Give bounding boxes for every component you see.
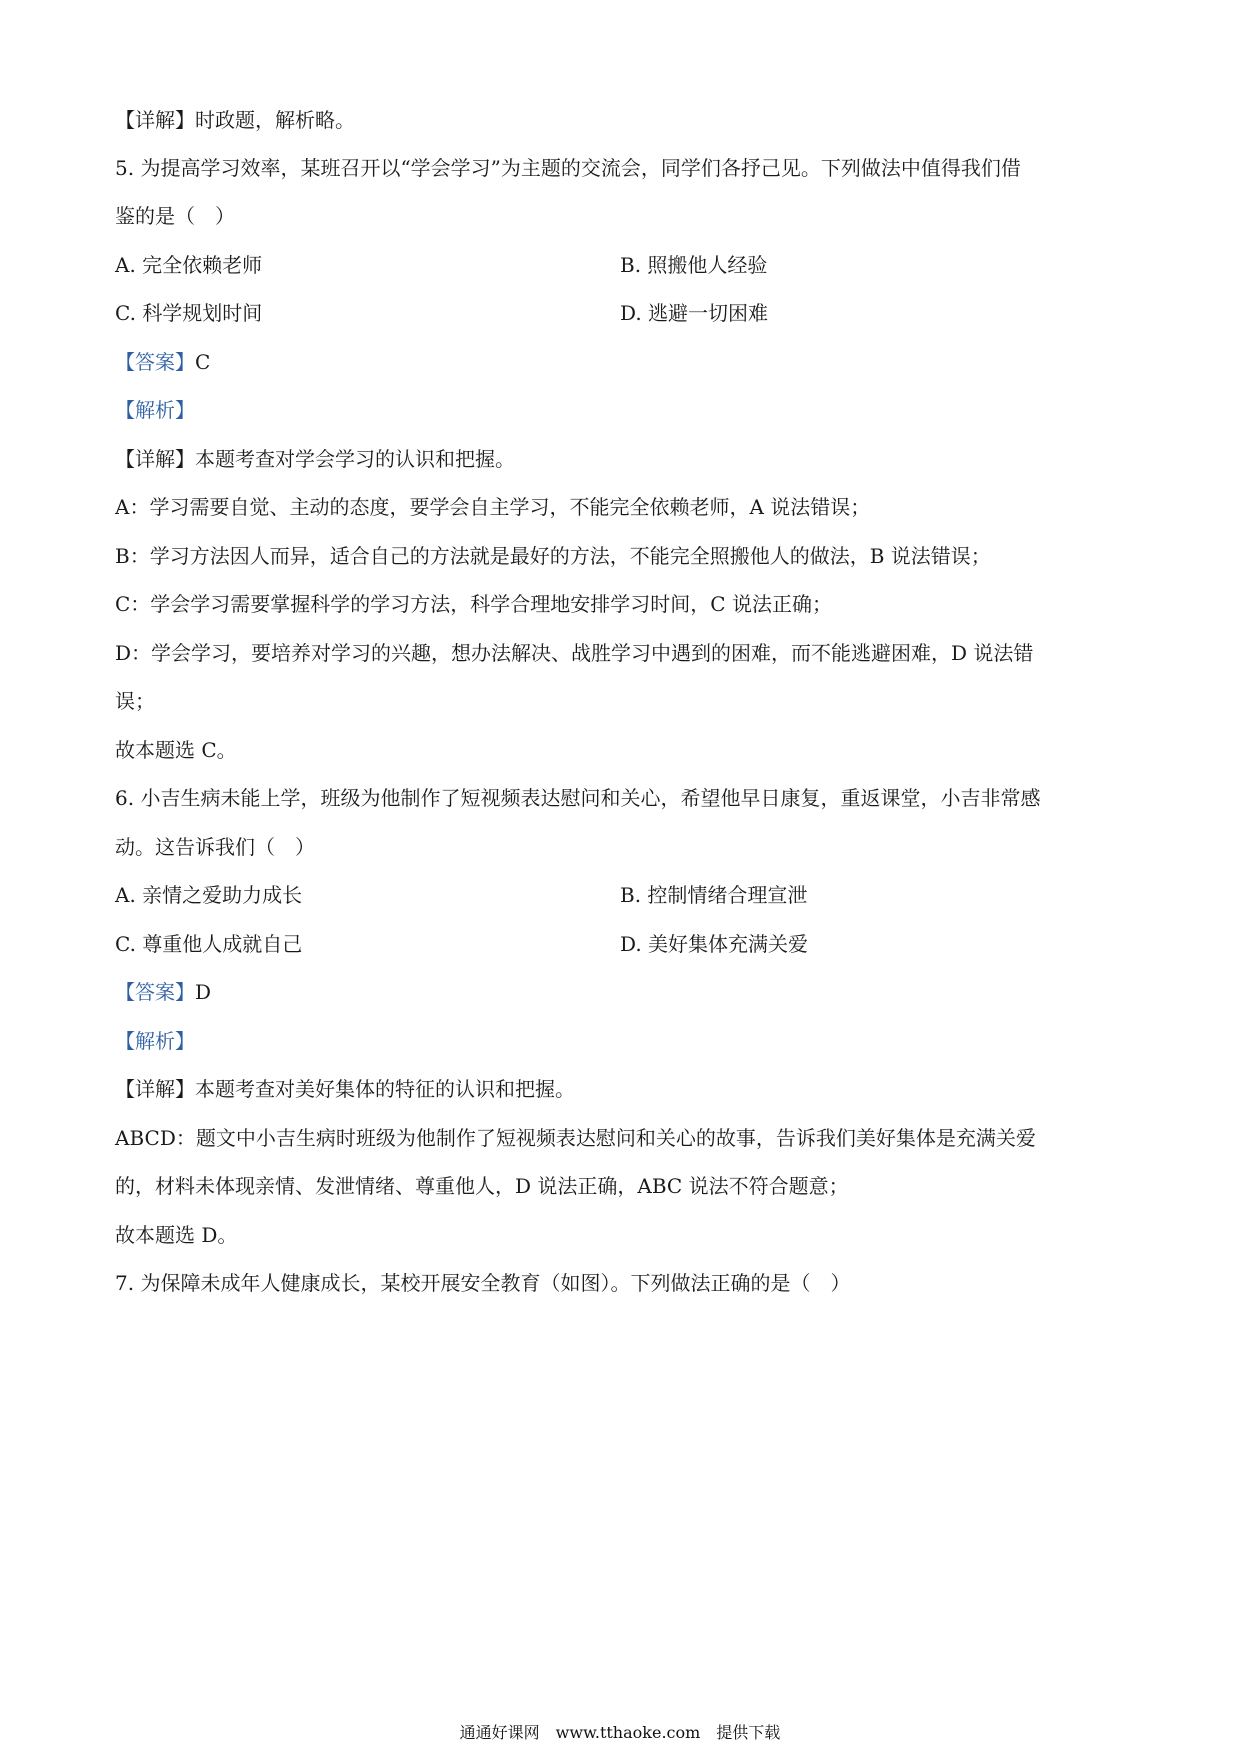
q5-detail-line: C：学会学习需要掌握科学的学习方法，科学合理地安排学习时间，C 说法正确； — [115, 592, 832, 616]
q6-option-b-label: B. — [620, 883, 642, 907]
q6-option-d-text: 美好集体充满关爱 — [648, 932, 809, 956]
q5-option-b-label: B. — [620, 253, 642, 277]
q6-answer-tag: 【答案】 — [115, 980, 195, 1004]
q6-answer-value: D — [195, 980, 212, 1004]
q5-option-b — [620, 251, 767, 279]
q5-answer — [115, 348, 1135, 376]
page-footer: 通通好课网 www.tthaoke.com 提供下载 — [459, 1723, 781, 1742]
q5-option-c-label: C. — [115, 301, 136, 325]
q6-answer — [115, 978, 1135, 1006]
q5-stem-line1: 5. 为提高学习效率，某班召开以“学会学习”为主题的交流会，同学们各抒己见。下列做法中值得我们借 — [115, 156, 1021, 180]
prev-detail: 【详解】时政题，解析略。 — [115, 108, 355, 132]
q6-option-a — [115, 881, 302, 909]
q5-detail-line: 故本题选 C。 — [115, 738, 237, 762]
q5-option-c — [115, 299, 262, 327]
q6-analysis-tag: 【解析】 — [115, 1029, 195, 1053]
q6-detail-line: 的，材料未体现亲情、发泄情绪、尊重他人，D 说法正确，ABC 说法不符合题意； — [115, 1174, 849, 1198]
q5-analysis-tag: 【解析】 — [115, 398, 195, 422]
q5-detail-line: D：学会学习，要培养对学习的兴趣，想办法解决、战胜学习中遇到的困难，而不能逃避困难，D 说法错 — [115, 641, 1034, 665]
q6-option-d — [620, 930, 808, 958]
q5-option-a — [115, 251, 262, 279]
q5-option-d-text: 逃避一切困难 — [648, 301, 769, 325]
q6-option-d-label: D. — [620, 932, 642, 956]
q5-detail-line: 【详解】本题考查对学会学习的认识和把握。 — [115, 447, 515, 471]
q6-stem-line1: 6. 小吉生病未能上学，班级为他制作了短视频表达慰问和关心，希望他早日康复，重返课堂，小吉非常感 — [115, 786, 1041, 810]
q5-option-a-label: A. — [115, 253, 136, 277]
q5-option-d — [620, 299, 768, 327]
q5-answer-value: C — [195, 350, 211, 374]
q6-option-a-label: A. — [115, 883, 136, 907]
q6-option-b-text: 控制情绪合理宣泄 — [647, 883, 808, 907]
q6-option-c-label: C. — [115, 932, 136, 956]
q6-option-b — [620, 881, 807, 909]
q5-answer-tag: 【答案】 — [115, 350, 195, 374]
q6-detail-line: ABCD：题文中小吉生病时班级为他制作了短视频表达慰问和关心的故事，告诉我们美好集体是充满关爱 — [115, 1126, 1036, 1150]
q5-detail-line: B：学习方法因人而异，适合自己的方法就是最好的方法，不能完全照搬他人的做法，B 说法错误； — [115, 544, 991, 568]
q5-option-a-text: 完全依赖老师 — [142, 253, 263, 277]
q6-stem-line2: 动。这告诉我们（ ） — [115, 835, 315, 859]
q7-stem-line1: 7. 为保障未成年人健康成长，某校开展安全教育（如图）。下列做法正确的是（ ） — [115, 1271, 851, 1295]
q6-detail-line: 故本题选 D。 — [115, 1223, 238, 1247]
q5-detail-line: 误； — [115, 689, 155, 713]
q6-option-a-text: 亲情之爱助力成长 — [142, 883, 303, 907]
q5-stem-line2: 鉴的是（ ） — [115, 204, 235, 228]
q5-option-c-text: 科学规划时间 — [142, 301, 263, 325]
q6-option-c-text: 尊重他人成就自己 — [142, 932, 303, 956]
q6-option-c — [115, 930, 302, 958]
q5-option-b-text: 照搬他人经验 — [647, 253, 768, 277]
q6-detail-line: 【详解】本题考查对美好集体的特征的认识和把握。 — [115, 1077, 575, 1101]
q5-detail-line: A：学习需要自觉、主动的态度，要学会自主学习，不能完全依赖老师，A 说法错误； — [115, 495, 871, 519]
q5-option-d-label: D. — [620, 301, 642, 325]
